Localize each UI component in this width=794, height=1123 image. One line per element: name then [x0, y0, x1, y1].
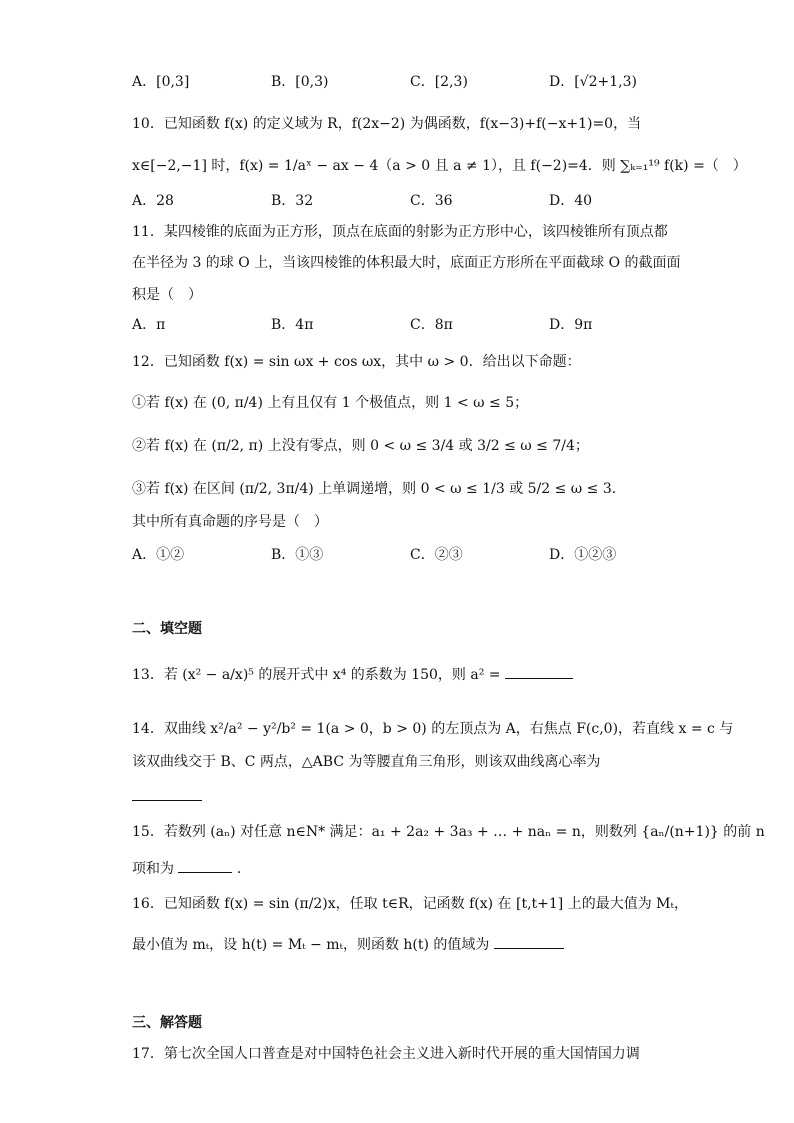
q12-proposition-2: ②若 f(x) 在 (π/2, π) 上没有零点，则 0 < ω ≤ 3/4 或 3/2 ≤ ω ≤ 7/4；: [132, 438, 589, 454]
q16-answer-blank[interactable]: [494, 934, 564, 949]
q12-option-d: D．①②③: [549, 547, 617, 563]
q16-stem-line2: [132, 934, 564, 955]
q12-stem-line1: 12．已知函数 f(x) = sin ωx + cos ωx，其中 ω > 0．给出以下命题：: [132, 354, 581, 370]
q12-stem-question: 其中所有真命题的序号是（ ）: [132, 514, 328, 530]
q10-option-d: D．40: [549, 193, 593, 209]
q9-option-b: B．[0,3): [271, 74, 329, 90]
q12-option-c: C．②③: [410, 547, 463, 563]
q15-text: 项和为: [132, 861, 174, 877]
q10-option-a: A．28: [132, 193, 174, 209]
section-heading-solutions: 三、解答题: [132, 1015, 202, 1031]
q11-option-c: C．8π: [410, 317, 453, 333]
q10-option-b: B．32: [271, 193, 314, 209]
q15-answer-blank[interactable]: [178, 858, 232, 873]
q13-stem: [132, 664, 573, 685]
q15-stem-line2: [132, 858, 251, 879]
q13-answer-blank[interactable]: [505, 664, 573, 679]
q11-stem-line1: 11．某四棱锥的底面为正方形，顶点在底面的射影为正方形中心，该四棱锥所有顶点都: [132, 224, 668, 240]
section-heading-fill-in: 二、填空题: [132, 621, 202, 637]
q15-period: ．: [236, 861, 251, 877]
q11-stem-line3: 积是（ ）: [132, 287, 202, 303]
q14-stem-line2: 该双曲线交于 B、C 两点，△ABC 为等腰直角三角形，则该双曲线离心率为: [132, 754, 601, 770]
q17-stem-line1: 17．第七次全国人口普查是对中国特色社会主义进入新时代开展的重大国情国力调: [132, 1046, 640, 1062]
q9-option-d: D．[√2+1,3): [549, 74, 637, 90]
q14-stem-line1: 14．双曲线 x²/a² − y²/b² = 1(a > 0，b > 0) 的左顶点为 A，右焦点 F(c,0)，若直线 x = c 与: [132, 721, 734, 737]
q16-text: 最小值为 mₜ，设 h(t) = Mₜ − mₜ，则函数 h(t) 的值域为: [132, 937, 490, 953]
q11-option-d: D．9π: [549, 317, 593, 333]
q11-option-b: B．4π: [271, 317, 314, 333]
q12-proposition-1: ①若 f(x) 在 (0, π/4) 上有且仅有 1 个极值点，则 1 < ω ≤ 5；: [132, 395, 529, 411]
q10-stem-line1: 10．已知函数 f(x) 的定义域为 R，f(2x−2) 为偶函数，f(x−3)+f(−x+1)=0，当: [132, 116, 642, 132]
q11-option-a: A．π: [132, 317, 166, 333]
q10-stem-line2: x∈[−2,−1] 时，f(x) = 1/aˣ − ax − 4（a > 0 且 a ≠ 1），且 f(−2)=4．则 ∑ₖ₌₁¹⁹ f(k) =（ ）: [132, 158, 747, 174]
q12-option-b: B．①③: [271, 547, 324, 563]
q9-option-a: A．[0,3]: [132, 74, 190, 90]
q13-text: 13．若 (x² − a/x)⁵ 的展开式中 x⁴ 的系数为 150，则 a² =: [132, 667, 501, 683]
q10-option-c: C．36: [410, 193, 453, 209]
q12-option-a: A．①②: [132, 547, 185, 563]
q9-option-c: C．[2,3): [410, 74, 468, 90]
q12-proposition-3: ③若 f(x) 在区间 (π/2, 3π/4) 上单调递增，则 0 < ω ≤ 1/3 或 5/2 ≤ ω ≤ 3．: [132, 481, 626, 497]
q11-stem-line2: 在半径为 3 的球 O 上，当该四棱锥的体积最大时，底面正方形所在平面截球 O 的截面面: [132, 255, 681, 271]
q14-answer-blank[interactable]: [132, 799, 202, 801]
q15-stem-line1: 15．若数列 (aₙ) 对任意 n∈N* 满足：a₁ + 2a₂ + 3a₃ + … + naₙ = n，则数列 {aₙ/(n+1)} 的前 n: [132, 824, 765, 840]
q16-stem-line1: 16．已知函数 f(x) = sin (π/2)x，任取 t∈R，记函数 f(x) 在 [t,t+1] 上的最大值为 Mₜ，: [132, 896, 688, 912]
